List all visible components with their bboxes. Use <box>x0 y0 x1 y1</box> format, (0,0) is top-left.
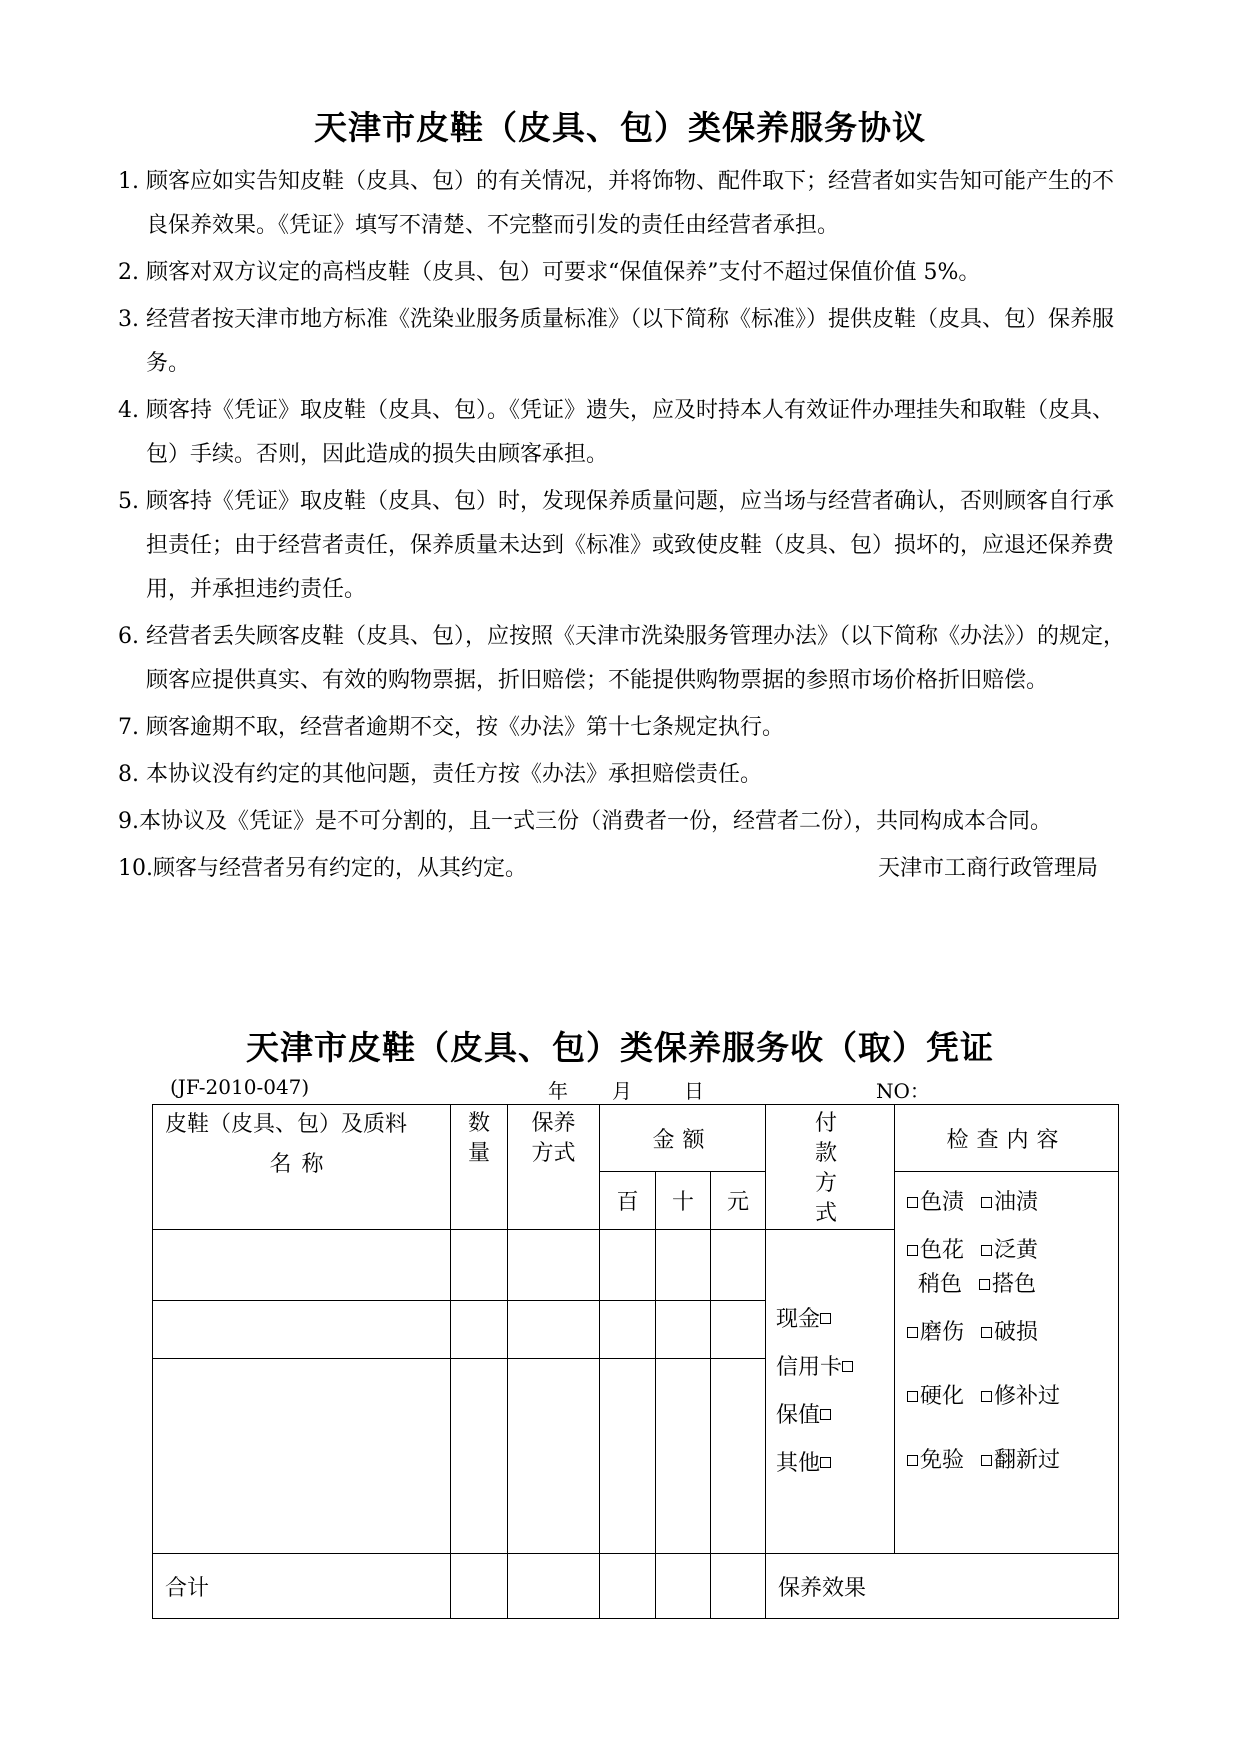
checkbox[interactable] <box>981 1245 992 1256</box>
clause-number: 4. <box>118 398 139 423</box>
clause-number: 8. <box>118 762 139 787</box>
ten-cell[interactable] <box>656 1230 711 1301</box>
method-cell[interactable] <box>508 1301 600 1359</box>
year-label: 年 <box>548 1079 568 1103</box>
clause-3 <box>118 298 1128 386</box>
total-quantity-cell[interactable] <box>451 1554 508 1619</box>
clause-text: 顾客应如实告知皮鞋（皮具、包）的有关情况，并将饰物、配件取下；经营者如实告知可能产生的不良保养效果。《凭证》填写不清楚、不完整而引发的责任由经营者承担。 <box>146 169 1115 238</box>
item-name-cell[interactable] <box>153 1301 451 1359</box>
clause-2 <box>118 251 1128 295</box>
agreement-clauses <box>118 160 1128 894</box>
voucher-table <box>152 1104 1119 1619</box>
checkbox[interactable] <box>981 1391 992 1402</box>
clause-1 <box>118 160 1128 248</box>
yuan-cell[interactable] <box>711 1359 766 1554</box>
clause-6 <box>118 615 1128 703</box>
clause-4 <box>118 389 1128 477</box>
checkbox[interactable] <box>907 1245 918 1256</box>
clause-text: 顾客与经营者另有约定的，从其约定。 <box>153 856 528 881</box>
checkbox[interactable] <box>842 1361 853 1372</box>
number-label: NO： <box>876 1079 930 1103</box>
inspection-header: 检查内容 <box>895 1105 1119 1172</box>
inspection-row: 色花 泛黄 <box>907 1234 1118 1268</box>
clause-8 <box>118 753 1128 797</box>
clause-text: 本协议及《凭证》是不可分割的，且一式三份（消费者一份，经营者二份），共同构成本合同。 <box>139 809 1053 834</box>
checkbox[interactable] <box>907 1455 918 1466</box>
clause-number: 2. <box>118 260 139 285</box>
method-cell[interactable] <box>508 1359 600 1554</box>
checkbox[interactable] <box>820 1457 831 1468</box>
inspection-row: 稍色 搭色 <box>918 1272 1037 1297</box>
agreement-title: 天津市皮鞋（皮具、包）类保养服务协议 <box>314 108 926 147</box>
clause-number: 5. <box>118 489 139 514</box>
clause-7 <box>118 706 1128 750</box>
clause-text: 顾客持《凭证》取皮鞋（皮具、包）时，发现保养质量问题，应当场与经营者确认，否则顾客自行承担责任；由于经营者责任，保养质量未达到《标准》或致使皮鞋（皮具、包）损坏的，应退还保养费用，并承担违约责任。 <box>146 489 1115 602</box>
checkbox[interactable] <box>820 1313 831 1324</box>
day-label: 日 <box>684 1079 704 1103</box>
item-name-header-line2: 名称 <box>269 1152 334 1177</box>
clause-text: 顾客持《凭证》取皮鞋（皮具、包）。《凭证》遗失，应及时持本人有效证件办理挂失和取鞋（皮具、包）手续。否则，因此造成的损失由顾客承担。 <box>146 398 1115 467</box>
item-name-cell[interactable] <box>153 1230 451 1301</box>
inspection-options <box>895 1172 1119 1554</box>
clause-number: 7. <box>118 715 139 740</box>
payment-option: 信用卡 <box>776 1344 894 1392</box>
checkbox[interactable] <box>979 1279 990 1290</box>
item-name-header-line1: 皮鞋（皮具、包）及质料 <box>165 1112 408 1137</box>
clause-10 <box>118 847 1128 891</box>
checkbox[interactable] <box>981 1197 992 1208</box>
voucher-title: 天津市皮鞋（皮具、包）类保养服务收（取）凭证 <box>246 1028 994 1067</box>
hundred-header: 百 <box>600 1172 656 1230</box>
yuan-cell[interactable] <box>711 1230 766 1301</box>
clause-text: 经营者丢失顾客皮鞋（皮具、包），应按照《天津市洗染服务管理办法》（以下简称《办法》）的规定，顾客应提供真实、有效的购物票据，折旧赔偿；不能提供购物票据的参照市场价格折旧赔偿。 <box>146 624 1126 693</box>
checkbox[interactable] <box>907 1327 918 1338</box>
quantity-cell[interactable] <box>451 1301 508 1359</box>
clause-9 <box>118 800 1128 844</box>
payment-options <box>766 1230 895 1554</box>
checkbox[interactable] <box>981 1327 992 1338</box>
inspection-row: 色渍 油渍 <box>907 1186 1118 1220</box>
ten-header: 十 <box>656 1172 711 1230</box>
clause-number: 10. <box>118 856 153 881</box>
yuan-cell[interactable] <box>711 1301 766 1359</box>
clause-text: 顾客对双方议定的高档皮鞋（皮具、包）可要求“保值保养”支付不超过保值价值 5%。 <box>146 260 981 285</box>
total-hundred-cell[interactable] <box>600 1554 656 1619</box>
hundred-cell[interactable] <box>600 1359 656 1554</box>
total-method-cell[interactable] <box>508 1554 600 1619</box>
care-effect-label: 保养效果 <box>766 1554 1119 1619</box>
hundred-cell[interactable] <box>600 1230 656 1301</box>
hundred-cell[interactable] <box>600 1301 656 1359</box>
payment-option: 其他 <box>776 1440 894 1488</box>
clause-number: 3. <box>118 307 139 332</box>
ten-cell[interactable] <box>656 1301 711 1359</box>
yuan-header: 元 <box>711 1172 766 1230</box>
form-code: (JF-2010-047) <box>170 1075 310 1099</box>
clause-text: 经营者按天津市地方标准《洗染业服务质量标准》（以下简称《标准》）提供皮鞋（皮具、包）保养服务。 <box>146 307 1115 376</box>
item-name-header <box>153 1105 451 1230</box>
quantity-cell[interactable] <box>451 1230 508 1301</box>
method-cell[interactable] <box>508 1230 600 1301</box>
clause-number: 9. <box>118 809 139 834</box>
quantity-cell[interactable] <box>451 1359 508 1554</box>
inspection-row: 硬化 修补过 <box>907 1380 1118 1414</box>
payment-header: 付款方式 <box>766 1105 895 1230</box>
clause-text: 顾客逾期不取，经营者逾期不交，按《办法》第十七条规定执行。 <box>146 715 785 740</box>
month-label: 月 <box>612 1079 632 1103</box>
checkbox[interactable] <box>907 1197 918 1208</box>
clause-5 <box>118 480 1128 612</box>
checkbox[interactable] <box>981 1455 992 1466</box>
issuer-name: 天津市工商行政管理局 <box>877 856 1098 881</box>
clause-number: 1. <box>118 169 139 194</box>
payment-option: 现金 <box>776 1296 894 1344</box>
checkbox[interactable] <box>820 1409 831 1420</box>
inspection-row: 磨伤 破损 <box>907 1316 1118 1350</box>
ten-cell[interactable] <box>656 1359 711 1554</box>
total-label: 合计 <box>153 1554 451 1619</box>
inspection-row: 免验 翻新过 <box>907 1444 1118 1478</box>
clause-number: 6. <box>118 624 139 649</box>
checkbox[interactable] <box>907 1391 918 1402</box>
method-header: 保养方式 <box>508 1105 600 1230</box>
total-ten-cell[interactable] <box>656 1554 711 1619</box>
total-yuan-cell[interactable] <box>711 1554 766 1619</box>
item-name-cell[interactable] <box>153 1359 451 1554</box>
quantity-header: 数量 <box>451 1105 508 1230</box>
clause-text: 本协议没有约定的其他问题，责任方按《办法》承担赔偿责任。 <box>146 762 763 787</box>
payment-option: 保值 <box>776 1392 894 1440</box>
amount-header: 金额 <box>600 1105 766 1172</box>
